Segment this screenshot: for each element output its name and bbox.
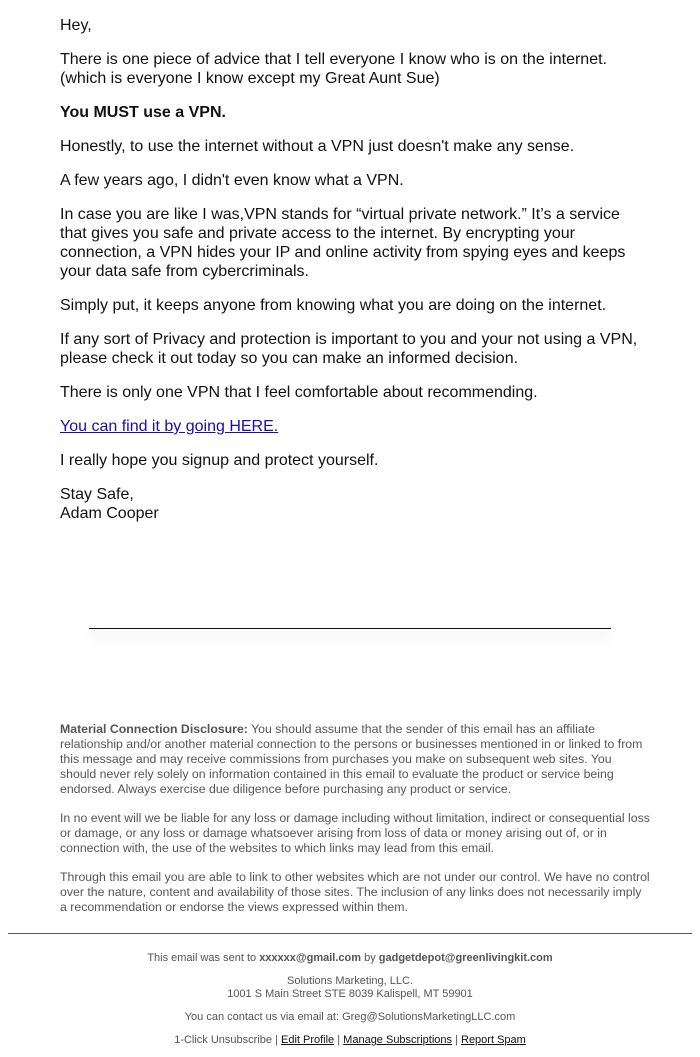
sent-prefix: This email was sent to: [147, 952, 260, 964]
signoff-block: [60, 485, 650, 523]
recipient-email: xxxxxx@gmail.com: [259, 952, 362, 964]
advice-line-1: There is one piece of advice that I tell everyone I know who is on the internet.: [60, 51, 607, 68]
privacy-paragraph: If any sort of Privacy and protection is important to you and your not using a VPN, please check it out today so you can make an informed decision.: [60, 331, 638, 367]
greeting: Hey,: [60, 17, 92, 34]
footer-links: [0, 1034, 700, 1047]
separator: |: [334, 1034, 344, 1046]
company-block: [0, 975, 700, 1001]
separator: |: [452, 1034, 461, 1046]
vpn-explanation-paragraph: In case you are like I was,VPN stands for “virtual private network.” It’s a service that gives you safe and private access to the internet. By encrypting your connection, a VPN hides your IP and online activity from spying eyes and keeps your data safe from cybercriminals.: [60, 206, 626, 280]
simply-put-paragraph: Simply put, it keeps anyone from knowing what you are doing on the internet.: [60, 297, 607, 314]
sent-by: by: [361, 952, 379, 964]
only-one-paragraph: There is only one VPN that I feel comfortable about recommending.: [60, 384, 538, 401]
advice-line-2: (which is everyone I know except my Great Aunt Sue): [60, 70, 440, 87]
material-connection-disclosure: [60, 722, 650, 797]
must-vpn-heading: You MUST use a VPN.: [60, 104, 226, 121]
sent-to-line: [0, 952, 700, 965]
vpn-link[interactable]: You can find it by going HERE.: [60, 418, 279, 435]
advice-paragraph: [60, 50, 650, 88]
contact-line: You can contact us via email at: Greg@SolutionsMarketingLLC.com: [184, 1011, 516, 1023]
footer-rule: [8, 933, 692, 934]
link-paragraph: [60, 417, 650, 436]
sender-email: gadgetdepot@greenlivingkit.com: [378, 952, 553, 964]
signoff: Stay Safe,: [60, 486, 134, 503]
signature: Adam Cooper: [60, 505, 159, 522]
disclosure-label: Material Connection Disclosure:: [60, 722, 248, 736]
company-name: Solutions Marketing, LLC.: [287, 975, 413, 987]
links-disclosure: Through this email you are able to link to other websites which are not under our control. We have no control over the nature, content and availability of those sites. The inclusion of any links does not necessarily imply a recommendation or endorse the views expressed within them.: [60, 870, 650, 914]
honestly-paragraph: Honestly, to use the internet without a VPN just doesn't make any sense.: [60, 138, 575, 155]
report-spam-link[interactable]: Report Spam: [461, 1034, 526, 1046]
edit-profile-link[interactable]: Edit Profile: [280, 1034, 335, 1046]
disclosure-text-1: You should assume that the sender of this email has an affiliate relationship and/or another material connection to the persons or businesses mentioned in or linked to from this message and may receive commissions from purchases you make on subsequent web sites. You should never rely solely on information contained in this email to evaluate the product or service being endorsed. Always exercise due diligence before purchasing any product or service.: [60, 722, 643, 796]
footer: [0, 952, 700, 1057]
company-address: 1001 S Main Street STE 8039 Kalispell, MT 59901: [227, 988, 473, 1000]
few-years-paragraph: A few years ago, I didn't even know what a VPN.: [60, 172, 404, 189]
separator: |: [272, 1034, 281, 1046]
manage-subscriptions-link[interactable]: Manage Subscriptions: [343, 1034, 453, 1046]
shadow-divider: [89, 628, 611, 629]
one-click-unsubscribe[interactable]: 1-Click Unsubscribe: [174, 1034, 272, 1046]
email-body: [60, 16, 650, 538]
hope-paragraph: I really hope you signup and protect yourself.: [60, 452, 379, 469]
disclosure-section: [60, 722, 650, 929]
liability-disclosure: In no event will we be liable for any loss or damage including without limitation, indirect or consequential loss or damage, or any loss or damage whatsoever arising from loss of data or money arising out of, or in connection with, the use of the websites to which links may lead from this email.: [60, 811, 650, 855]
